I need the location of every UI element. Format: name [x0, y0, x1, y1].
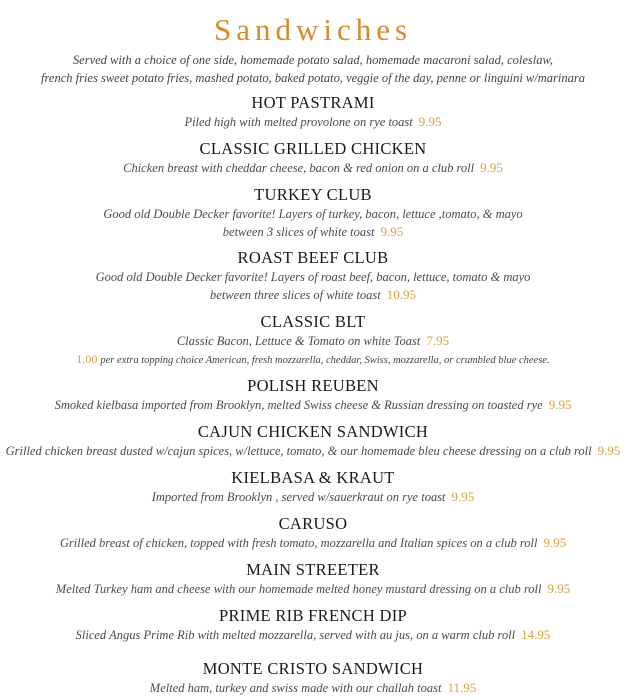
menu-item — [0, 185, 626, 241]
item-price: 9.95 — [480, 160, 503, 175]
item-description — [0, 159, 626, 177]
item-description-text: Imported from Brooklyn , served w/sauerkraut on rye toast — [151, 490, 446, 504]
item-description — [0, 396, 626, 414]
menu-item — [0, 376, 626, 414]
item-description — [0, 332, 626, 350]
menu-item — [0, 514, 626, 552]
item-name: PRIME RIB FRENCH DIP — [219, 606, 407, 625]
item-description-text: Good old Double Decker favorite! Layers of roast beef, bacon, lettuce, tomato & mayo — [95, 270, 531, 284]
sides-line: french fries sweet potato fries, mashed potato, baked potato, veggie of the day, penne or linguini w/marinara — [41, 71, 585, 85]
item-description — [0, 534, 626, 552]
item-price: 9.95 — [547, 581, 571, 596]
item-description — [0, 442, 626, 460]
menu-item — [0, 422, 626, 460]
item-description-text: between three slices of white toast — [210, 288, 381, 302]
item-price: 9.95 — [380, 224, 404, 239]
item-description — [0, 223, 626, 241]
item-price: 9.95 — [597, 443, 621, 458]
item-description-text: between 3 slices of white toast — [222, 225, 375, 239]
item-name: CLASSIC GRILLED CHICKEN — [199, 139, 427, 158]
item-description — [0, 286, 626, 304]
item-price: 9.95 — [548, 397, 572, 412]
item-price: 11.95 — [447, 680, 477, 695]
item-description-text: Piled high with melted provolone on rye toast — [184, 115, 413, 129]
sides-line: Served with a choice of one side, homemade potato salad, homemade macaroni salad, coleslaw, — [72, 53, 554, 67]
sides-description — [0, 51, 626, 87]
item-description — [0, 580, 626, 598]
item-price: 10.95 — [386, 287, 416, 302]
item-description — [0, 268, 626, 286]
item-name: KIELBASA & KRAUT — [231, 468, 395, 487]
item-description-text: Classic Bacon, Lettuce & Tomato on white Toast — [176, 334, 421, 348]
menu-item — [0, 659, 626, 697]
item-description-text: Melted ham, turkey and swiss made with our challah toast — [149, 681, 442, 695]
extra-topping-price: 1.00 — [76, 352, 98, 366]
menu-item — [0, 312, 626, 370]
menu-item — [0, 606, 626, 644]
item-name: CLASSIC BLT — [260, 312, 366, 331]
item-description — [0, 113, 626, 131]
menu-item — [0, 93, 626, 131]
item-description-text: Chicken breast with cheddar cheese, bacon & red onion on a club roll — [123, 161, 475, 175]
item-description-text: Melted Turkey ham and cheese with our homemade melted honey mustard dressing on a club roll — [55, 582, 542, 596]
menu-item — [0, 248, 626, 304]
extra-topping-text: per extra topping choice American, fresh mozzarella, cheddar, Swiss, mozzarella, or crumbled blue cheese. — [100, 355, 550, 366]
item-price: 7.95 — [426, 333, 450, 348]
item-name: HOT PASTRAMI — [251, 93, 375, 112]
item-description-text: Grilled chicken breast dusted w/cajun spices, w/lettuce, tomato, & our homemade bleu cheese dressing on a club roll — [5, 444, 592, 458]
item-name: MONTE CRISTO SANDWICH — [202, 659, 424, 678]
item-description — [0, 205, 626, 223]
item-name: CARUSO — [278, 514, 348, 533]
item-name: MAIN STREETER — [246, 560, 380, 579]
item-description-text: Grilled breast of chicken, topped with fresh tomato, mozzarella and Italian spices on a club roll — [59, 536, 538, 550]
menu-item — [0, 139, 626, 177]
menu-item — [0, 560, 626, 598]
item-description-text: Smoked kielbasa imported from Brooklyn, melted Swiss cheese & Russian dressing on toasted rye — [54, 398, 543, 412]
item-description-text: Good old Double Decker favorite! Layers of turkey, bacon, lettuce ,tomato, & mayo — [103, 207, 523, 221]
extra-topping-note — [0, 350, 626, 370]
item-name: TURKEY CLUB — [254, 185, 372, 204]
item-price: 9.95 — [451, 489, 475, 504]
item-description-text: Sliced Angus Prime Rib with melted mozzarella, served with au jus, on a warm club roll — [75, 628, 516, 642]
item-name: ROAST BEEF CLUB — [237, 248, 389, 267]
item-price: 9.95 — [418, 114, 442, 129]
item-price: 14.95 — [521, 627, 551, 642]
item-name: CAJUN CHICKEN SANDWICH — [197, 422, 429, 441]
item-description — [0, 626, 626, 644]
section-title: Sandwiches — [213, 12, 413, 47]
item-name: POLISH REUBEN — [247, 376, 379, 395]
item-price: 9.95 — [543, 535, 567, 550]
item-description — [0, 679, 626, 697]
item-description — [0, 488, 626, 506]
menu-item — [0, 468, 626, 506]
